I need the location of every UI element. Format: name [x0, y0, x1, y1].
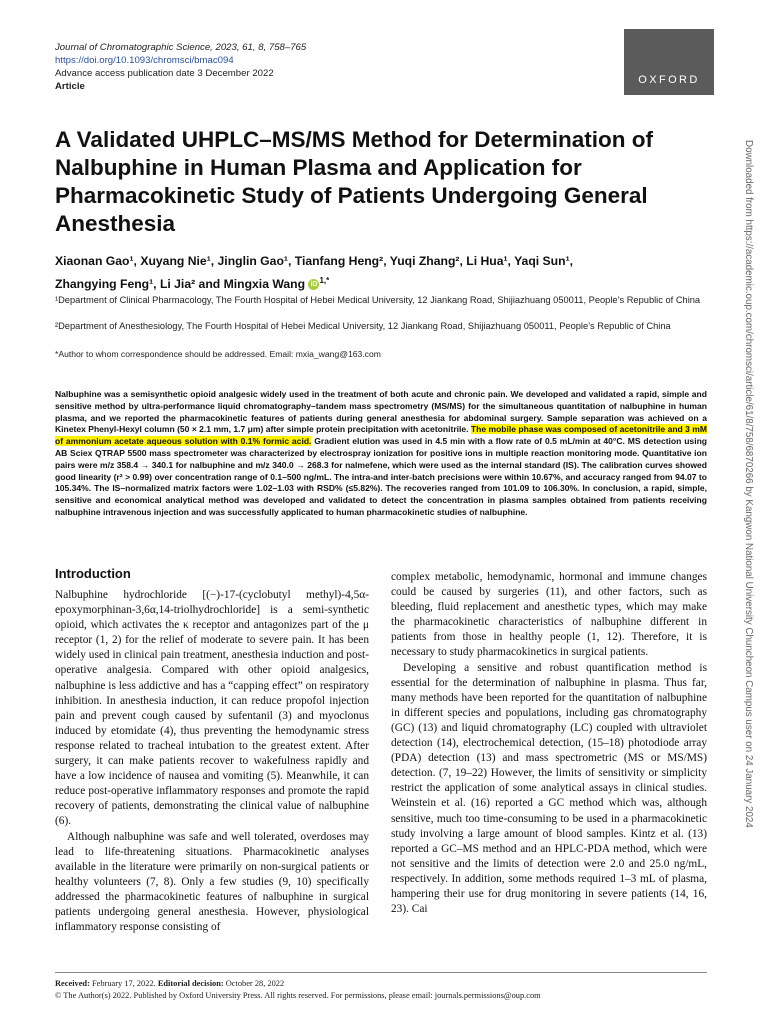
- download-watermark: [742, 140, 756, 920]
- section-heading-introduction: Introduction: [55, 566, 131, 581]
- orcid-icon[interactable]: iD: [310, 281, 318, 289]
- publisher-name: OXFORD: [638, 74, 700, 86]
- journal-citation: Journal of Chromatographic Science, 2023, 61, 8, 758–765: [55, 42, 307, 53]
- author-line-1: Xiaonan Gao¹, Xuyang Nie¹, Jinglin Gao¹, Tianfang Heng², Yuqi Zhang², Li Hua¹, Yaqi Sun¹,: [55, 254, 574, 268]
- dates-line: [55, 978, 715, 990]
- intro-paragraph-2: Although nalbuphine was safe and well tolerated, overdoses may lead to life-threatening situations. Pharmacokinetic analyses available in the literature were primarily on non-surgical patients or healthy volunteers (7, 8). Only a few studies (9, 10) specifically addressed the pharmacokinetic features of nalbuphine in surgical patients undergoing general anesthesia. However, physiological inflammatory response consisting of: [55, 830, 369, 934]
- copyright-line: © The Author(s) 2022. Published by Oxford University Press. All rights reserved. For permissions, please email: journals.permissions@oup.com: [55, 991, 541, 1000]
- received-date: February 17, 2022.: [89, 979, 158, 988]
- received-label: Received:: [55, 979, 90, 988]
- article-type: Article: [55, 81, 85, 92]
- decision-date: October 28, 2022: [223, 979, 285, 988]
- body-column-right: [391, 570, 707, 917]
- author-affiliation-sup: 1,*: [319, 276, 330, 285]
- intro-paragraph-3: complex metabolic, hemodynamic, hormonal and immune changes could be caused by surgeries (11), and other factors, such as bleeding, fluid replacement and anesthetic types, which may make the pharmacokinetic characteristics of nalbuphine different in patients from those in healthy people (1, 12). Therefore, it is necessary to study pharmacokinetics in surgical patients.: [391, 571, 707, 659]
- affiliation-1: ¹Department of Clinical Pharmacology, The Fourth Hospital of Hebei Medical University, 12 Jiankang Road, Shijiazhuang 050011, People’s Republic of China: [55, 295, 701, 305]
- abstract-text-1: Nalbuphine was a semisynthetic opioid analgesic widely used in the treatment of both acute and chronic pain. We developed and validated a rapid, simple and sensitive method by ultra-performance liquid chromatography–tandem mass spectrometry (MS/MS) for the simultaneous quantitation of nalbuphine in human plasma, and we reported the pharmacokinetic features of patients during general anesthesia for abdominal surgery. Sample separation was achieved on a Kinetex Phenyl-Hexyl column (50 × 2.1 mm, 1.7 μm) after simple protein precipitation with acetonitrile.: [55, 389, 707, 435]
- article-footer: [55, 978, 715, 1002]
- author-line-2-text: Zhangying Feng¹, Li Jia² and Mingxia Wang: [55, 277, 306, 292]
- doi-link[interactable]: https://doi.org/10.1093/chromsci/bmac094: [55, 55, 234, 66]
- author-list: [55, 251, 695, 294]
- author-line-2: [55, 271, 695, 294]
- download-watermark-text: Downloaded from https://academic.oup.com/chromsci/article/61/8/758/6870266 by Kangwon National University Chuncheon Campus user on 24 January 2024: [743, 140, 754, 828]
- article-header: [55, 41, 475, 93]
- body-column-left: [55, 566, 369, 935]
- advance-access-date: Advance access publication date 3 December 2022: [55, 68, 274, 79]
- publisher-logo: [624, 29, 714, 95]
- article-title: A Validated UHPLC–MS/MS Method for Determination of Nalbuphine in Human Plasma and Application for Pharmacokinetic Study of Patients Undergoing General Anesthesia: [55, 127, 653, 236]
- abstract-text-2: Gradient elution was used in 4.5 min with a flow rate of 0.5 mL/min at 40°C. MS detection using AB Sciex QTRAP 5500 mass spectrometer was characterized by electrospray ionization for positive ions in multiple reaction monitoring mode. Quantitative ion pairs were m/z 358.4 → 340.1 for nalbuphine and m/z 340.0 → 268.3 for nalmefene, which were used as the internal standard (IS). The calibration curves showed good linearity (r² > 0.99) over concentration range of 0.1–500 ng/mL. The intra-and inter-batch precisions were within 10.67%, and accuracy ranged from 94.07 to 105.34%. The IS–normalized matrix factors were 1.02–1.03 with RSD% (≤5.82%). The recoveries ranged from 101.09 to 106.30%. In conclusion, a rapid, simple, sensitive and economical analytical method was developed and validated to detect the concentration in plasma samples obtained from patients receiving nalbuphine intravenous injection and was successfully applicated to human pharmacokinetic studies of nalbuphine.: [55, 436, 708, 517]
- intro-paragraph-1: Nalbuphine hydrochloride [(−)-17-(cyclobutyl methyl)-4,5α-epoxymorphinan-3,6α,14-triolhydrochloride] is a semi-synthetic opioid, which activates the κ receptor and antagonizes part of the μ receptor (1, 2) for the relief of moderate to severe pain. It has been widely used in clinical pain treatment, anesthesia induction and post-operative analgesia. Compared with other opioid analgesics, nalbuphine is less addictive and has a “capping effect” on respiratory inhibition. In anesthesia induction, it can reduce propofol injection pain and prevent cough caused by sufentanil (3) and myoclonus induced by etomidate (4), thus preventing the hemodynamic stress response related to tracheal intubation to the greatest extent. After surgery, it can make patients recover to wakefulness rapidly and have a low incidence of nausea and vomiting (5). Meanwhile, it can reduce post-operative inflammatory responses and promote the rapid recovery of patients, demonstrating the clinical value of nalbuphine (6).: [55, 589, 369, 828]
- decision-label: Editorial decision:: [157, 979, 224, 988]
- corresponding-author: *Author to whom correspondence should be addressed. Email: mxia_wang@163.com: [55, 349, 381, 359]
- affiliation-2: ²Department of Anesthesiology, The Fourth Hospital of Hebei Medical University, 12 Jiankang Road, Shijiazhuang 050011, People’s Republic of China: [55, 321, 671, 331]
- intro-paragraph-4: Developing a sensitive and robust quantification method is essential for the determination of nalbuphine in plasma. Thus far, many methods have been reported for the quantitation of nalbuphine in different species and populations, including gas chromatography (GC) (13) and liquid chromatography (LC) coupled with ultraviolet detection (14), electrochemical detection, (15–18) photodiode array (PDA) detection (13) and mass spectrometric (MS or MS/MS) detection. (7, 19–22) However, the limits of sensitivity or simplicity restrict the application of some analytical assays in clinical studies. Weinstein et al. (16) reported a GC method which was, although sensitive, much too time-consuming to be used in a pharmacokinetic study involving a large amount of blood samples. Kintz et al. (13) reported a GC–MS method and an HPLC-PDA method, which were not sensitive and the limits of detection were 2.0 and 25.0 ng/mL, respectively. In addition, some methods required 1–3 mL of plasma, hampering their use for drug monitoring in severe patients (14, 16, 23). Cai: [391, 661, 707, 916]
- abstract: [55, 389, 707, 519]
- abstract-highlight: The mobile phase was composed of acetonitrile and 3 mM of ammonium acetate aqueous solution with 0.1% formic acid.: [55, 424, 707, 447]
- footer-divider: [55, 972, 707, 973]
